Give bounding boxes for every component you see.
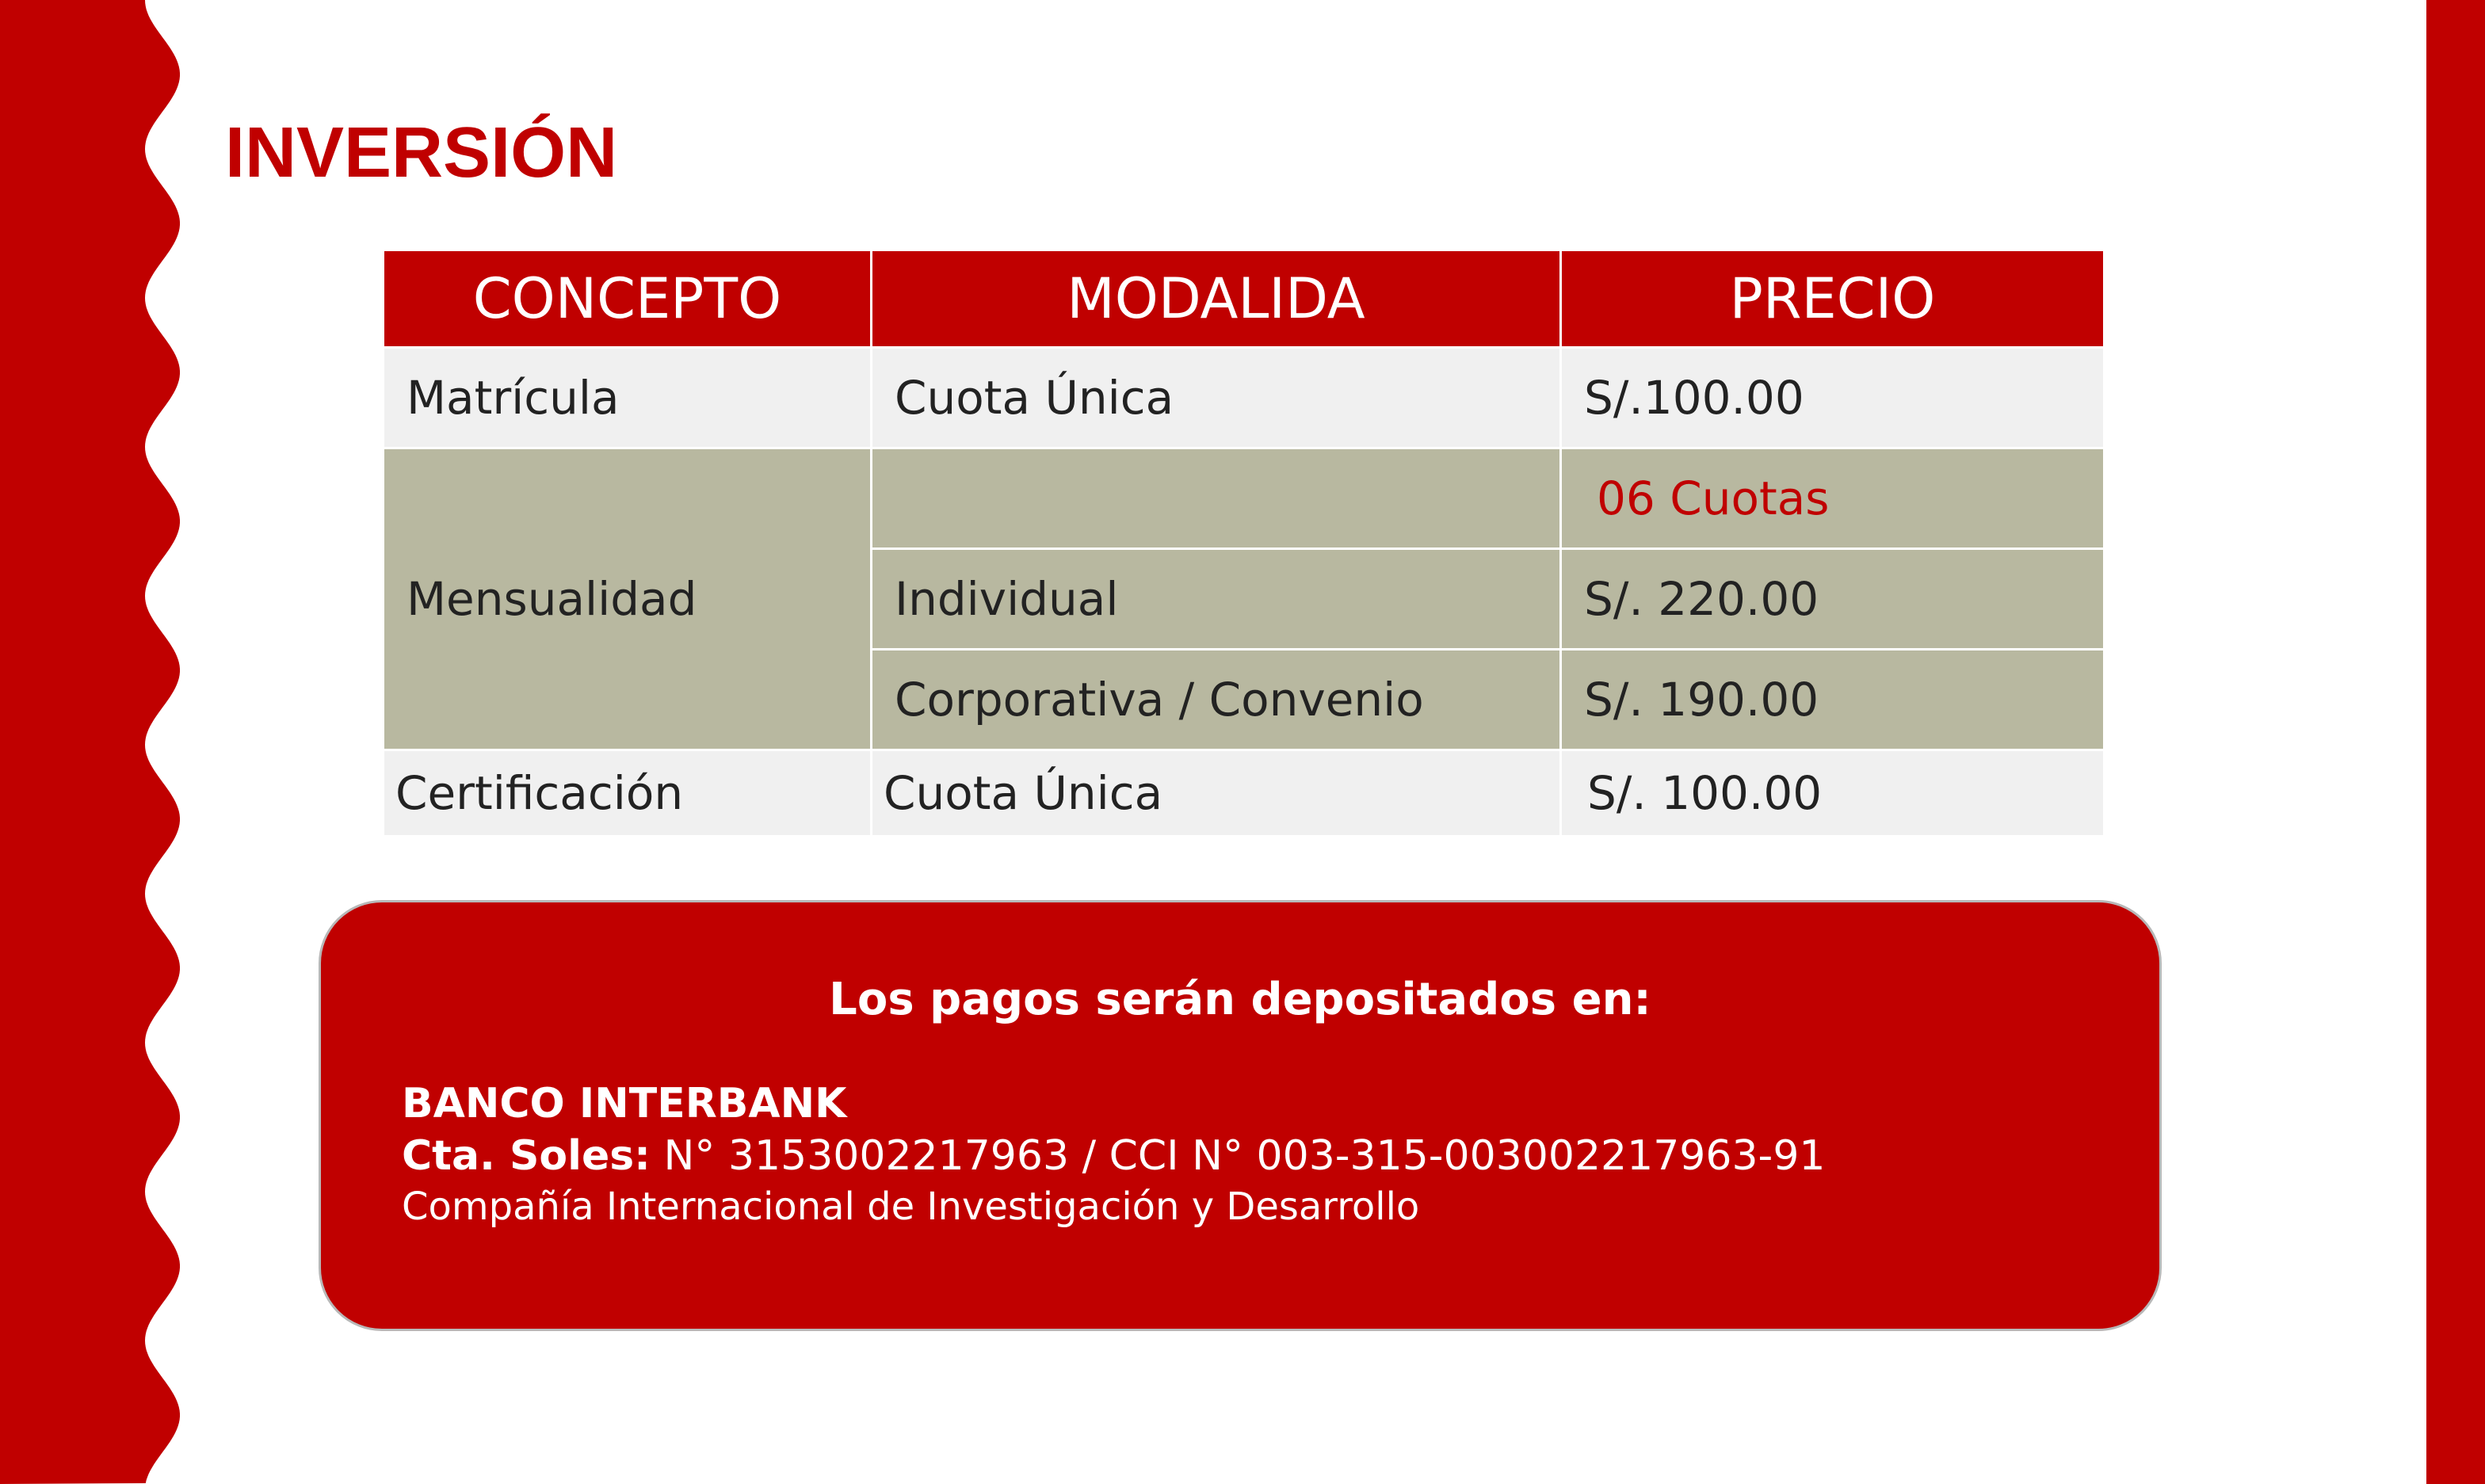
cell-modalidad: Cuota Única <box>872 348 1561 448</box>
header-modalidad: MODALIDA <box>872 250 1561 348</box>
bank-name: BANCO INTERBANK <box>402 1080 847 1127</box>
cell-precio: S/.100.00 <box>1561 348 2105 448</box>
cell-cuotas: 06 Cuotas <box>1561 448 2105 549</box>
cell-precio: S/. 100.00 <box>1561 750 2105 837</box>
table-header-row <box>384 250 2105 348</box>
header-concepto: CONCEPTO <box>384 250 872 348</box>
header-precio: PRECIO <box>1561 250 2105 348</box>
cell-concepto: Matrícula <box>384 348 872 448</box>
table-row <box>384 750 2105 837</box>
account-value: N° 3153002217963 / CCI N° 003-315-003002217963-91 <box>650 1132 1826 1180</box>
cell-precio: S/. 220.00 <box>1561 549 2105 650</box>
pricing-table <box>382 249 2105 837</box>
cell-modalidad: Corporativa / Convenio <box>872 650 1561 750</box>
table-row <box>384 348 2105 448</box>
company-name: Compañía Internacional de Investigación y Desarrollo <box>402 1185 1420 1229</box>
account-label: Cta. Soles: <box>402 1132 651 1180</box>
cell-modalidad: Individual <box>872 549 1561 650</box>
payment-heading: Los pagos serán depositados en: <box>829 974 1651 1025</box>
right-accent-bar <box>2426 0 2485 1484</box>
table-row <box>384 448 2105 549</box>
cell-concepto: Mensualidad <box>384 448 872 750</box>
cell-modalidad: Cuota Única <box>872 750 1561 837</box>
page-title: INVERSIÓN <box>225 113 618 193</box>
left-wave-decoration <box>0 0 190 1484</box>
cell-modalidad <box>872 448 1561 549</box>
payment-info-box <box>319 900 2162 1331</box>
cell-concepto: Certificación <box>384 750 872 837</box>
account-line <box>402 1132 1826 1180</box>
cell-precio: S/. 190.00 <box>1561 650 2105 750</box>
